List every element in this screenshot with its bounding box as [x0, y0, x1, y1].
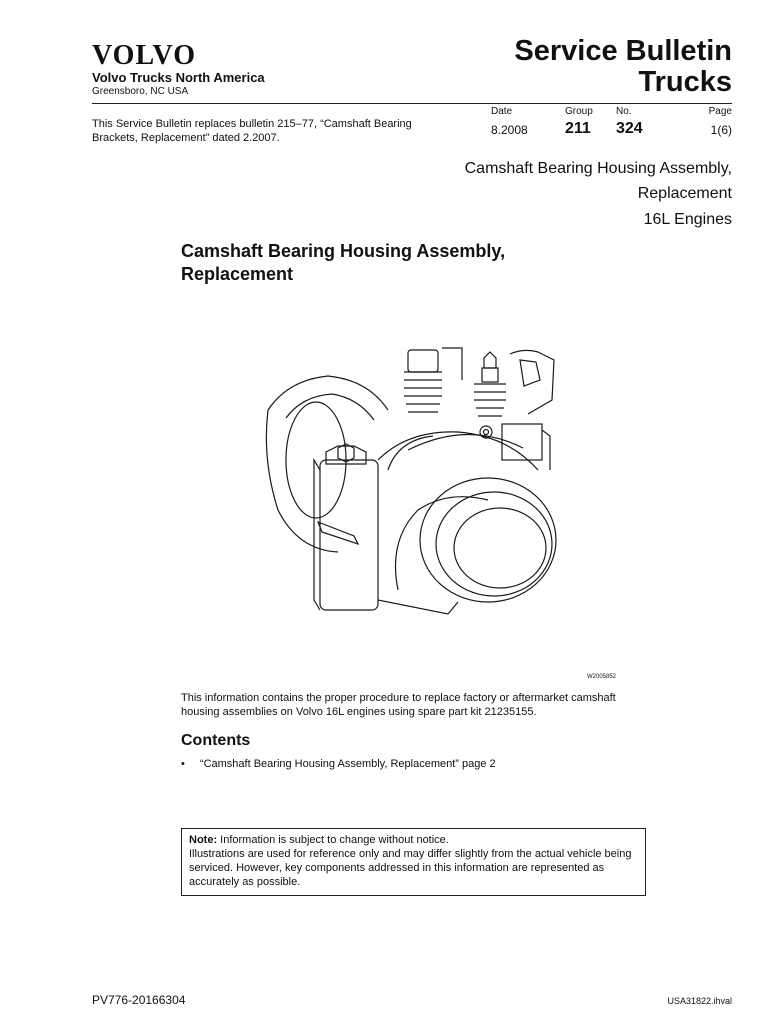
- footer-file-id: USA31822.ihval: [667, 996, 732, 1006]
- camshaft-housing-illustration: [258, 340, 558, 640]
- contents-link[interactable]: “Camshaft Bearing Housing Assembly, Replacement” page 2: [199, 758, 496, 770]
- group-label: Group: [565, 106, 593, 117]
- header-rule: [92, 103, 732, 104]
- no-label: No.: [616, 106, 632, 117]
- main-title-line2: Replacement: [181, 264, 294, 284]
- document-title-line2: Trucks: [638, 66, 732, 98]
- date-value: 8.2008: [491, 123, 528, 137]
- note-text: Information is subject to change without notice.: [220, 834, 449, 846]
- note-box: [181, 828, 646, 896]
- bullet-dot: •: [181, 758, 185, 770]
- subject-line3: 16L Engines: [643, 211, 732, 228]
- company-city: Greensboro, NC USA: [92, 86, 189, 97]
- main-title-line1: Camshaft Bearing Housing Assembly,: [181, 241, 506, 261]
- no-value: 324: [616, 120, 643, 137]
- page-label: Page: [708, 106, 732, 117]
- subject-line2: Replacement: [637, 185, 732, 202]
- page-value: 1(6): [710, 123, 732, 137]
- contents-list-item[interactable]: [181, 758, 496, 770]
- replaces-notice: This Service Bulletin replaces bulletin 215–77, “Camshaft Bearing Brackets, Replacement” dated 2.2007.: [92, 118, 412, 144]
- contents-heading: Contents: [181, 732, 251, 749]
- document-title: [514, 36, 732, 98]
- date-label: Date: [491, 106, 513, 117]
- note-label: Note:: [189, 834, 218, 846]
- subject-line1: Camshaft Bearing Housing Assembly,: [464, 160, 732, 177]
- footer-document-id: PV776-20166304: [92, 993, 186, 1007]
- intro-paragraph: This information contains the proper procedure to replace factory or aftermarket camshaft housing assemblies on Volvo 16L engines using spare part kit 21235155.: [181, 692, 616, 718]
- group-value: 211: [565, 120, 591, 137]
- note-first-line: [189, 833, 638, 847]
- note-text-2: Illustrations are used for reference only and may differ slightly from the actual vehicle being serviced. However, key components addressed in this information are represented as accurately as possible.: [189, 848, 632, 888]
- volvo-logo: VOLVO: [92, 40, 196, 71]
- figure-id: W2005852: [587, 674, 617, 680]
- document-title-line1: Service Bulletin: [514, 35, 732, 67]
- main-title: [181, 240, 601, 286]
- company-name: Volvo Trucks North America: [92, 70, 265, 85]
